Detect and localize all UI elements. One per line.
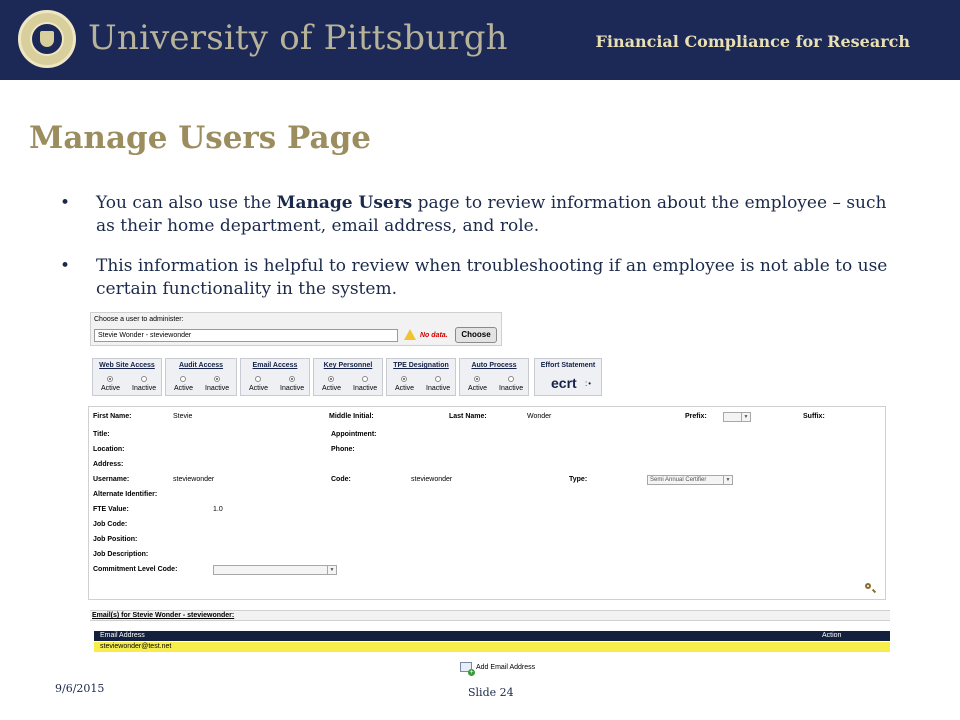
commitment-level-select[interactable] — [213, 565, 337, 575]
username-label: Username: — [93, 476, 130, 483]
last-name-value: Wonder — [527, 413, 552, 420]
first-name-value: Stevie — [173, 413, 193, 420]
phone-label: Phone: — [331, 446, 355, 453]
access-box-auto-process — [459, 358, 529, 396]
column-email-address: Email Address — [100, 632, 145, 639]
access-box-audit — [165, 358, 237, 396]
radio-inactive[interactable] — [362, 376, 368, 382]
fte-label: FTE Value: — [93, 506, 129, 513]
bullet-dot-icon: • — [60, 256, 71, 276]
radio-label: Inactive — [132, 385, 157, 392]
effort-statement-box[interactable] — [534, 358, 602, 396]
access-box-title: Audit Access — [178, 362, 224, 369]
choose-button[interactable]: Choose — [455, 327, 497, 343]
chooser-label: Choose a user to administer: — [94, 316, 184, 323]
warning-icon — [404, 329, 416, 340]
radio-label: Active — [249, 385, 269, 392]
radio-label: Active — [322, 385, 342, 392]
email-table-header — [94, 631, 890, 641]
user-details-panel — [88, 406, 886, 600]
access-box-key-personnel — [313, 358, 383, 396]
middle-initial-label: Middle Initial: — [329, 413, 374, 420]
email-section — [90, 610, 890, 680]
radio-label: Active — [174, 385, 194, 392]
radio-label: Active — [468, 385, 488, 392]
access-box-title: Auto Process — [471, 362, 517, 369]
header-course-title: Financial Compliance for Research — [595, 32, 910, 51]
last-name-label: Last Name: — [449, 413, 487, 420]
job-position-label: Job Position: — [93, 536, 138, 543]
type-select-value: Semi Annual Certifier — [650, 477, 707, 483]
bullet-list — [60, 192, 900, 318]
type-label: Type: — [569, 476, 588, 483]
prefix-label: Prefix: — [685, 413, 707, 420]
add-email-link[interactable]: Add Email Address — [476, 664, 536, 671]
radio-inactive[interactable] — [141, 376, 147, 382]
title-label: Title: — [93, 431, 110, 438]
user-select-input[interactable]: Stevie Wonder - steviewonder — [94, 329, 398, 342]
radio-label: Inactive — [426, 385, 451, 392]
radio-label: Inactive — [499, 385, 524, 392]
fte-value: 1.0 — [213, 506, 223, 513]
radio-inactive[interactable] — [435, 376, 441, 382]
location-label: Location: — [93, 446, 125, 453]
ecrt-logo-dots: :• — [585, 379, 593, 388]
job-description-label: Job Description: — [93, 551, 149, 558]
effort-statement-title: Effort Statement — [540, 362, 596, 369]
radio-active[interactable] — [474, 376, 480, 382]
radio-label: Active — [395, 385, 415, 392]
access-box-title: TPE Designation — [393, 362, 449, 369]
access-box-title: Email Access — [252, 362, 298, 369]
radio-label: Inactive — [353, 385, 378, 392]
chevron-down-icon: ▼ — [741, 413, 750, 421]
footer-date: 9/6/2015 — [55, 682, 105, 695]
access-box-web-site — [92, 358, 162, 396]
code-label: Code: — [331, 476, 351, 483]
radio-active[interactable] — [255, 376, 261, 382]
access-box-title: Key Personnel — [323, 362, 373, 369]
university-name: University of Pittsburgh — [88, 18, 508, 58]
university-seal-icon — [18, 10, 76, 68]
magnifier-icon[interactable] — [865, 583, 871, 589]
suffix-label: Suffix: — [803, 413, 825, 420]
access-box-email — [240, 358, 310, 396]
code-value: steviewonder — [411, 476, 453, 483]
bullet-dot-icon: • — [60, 193, 71, 213]
radio-label: Inactive — [280, 385, 305, 392]
job-code-label: Job Code: — [93, 521, 128, 528]
radio-active[interactable] — [401, 376, 407, 382]
radio-label: Active — [101, 385, 121, 392]
bullet-item: • You can also use the Manage Users page to review information about the employee – such as their home department, email address, and role. — [60, 193, 887, 236]
radio-inactive[interactable] — [289, 376, 295, 382]
prefix-select[interactable] — [723, 412, 751, 422]
email-section-header: Email(s) for Stevie Wonder - steviewonder: — [90, 610, 890, 621]
radio-label: Inactive — [205, 385, 230, 392]
chevron-down-icon: ▼ — [723, 476, 732, 484]
ecrt-logo: ecrt — [551, 375, 577, 391]
add-email-icon[interactable] — [460, 662, 472, 672]
radio-active[interactable] — [328, 376, 334, 382]
radio-inactive[interactable] — [508, 376, 514, 382]
column-action: Action — [822, 632, 842, 639]
bullet-item: • This information is helpful to review when troubleshooting if an employee is not able to use certain functionality in the system. — [60, 256, 888, 299]
radio-active[interactable] — [107, 376, 113, 382]
address-label: Address: — [93, 461, 124, 468]
no-data-message: No data. — [420, 332, 448, 339]
user-chooser-panel — [90, 312, 502, 346]
type-select[interactable] — [647, 475, 733, 485]
chevron-down-icon: ▼ — [327, 566, 336, 574]
username-value: steviewonder — [173, 476, 215, 483]
radio-inactive[interactable] — [214, 376, 220, 382]
radio-active[interactable] — [180, 376, 186, 382]
access-box-title: Web Site Access — [99, 362, 155, 369]
access-box-tpe — [386, 358, 456, 396]
header-band — [0, 0, 960, 80]
table-row[interactable] — [94, 642, 890, 652]
appointment-label: Appointment: — [331, 431, 377, 438]
slide-title: Manage Users Page — [29, 120, 371, 156]
email-address-cell: steviewonder@test.net — [100, 643, 172, 650]
first-name-label: First Name: — [93, 413, 132, 420]
commitment-level-label: Commitment Level Code: — [93, 566, 178, 573]
slide-number: Slide 24 — [468, 686, 514, 699]
alternate-identifier-label: Alternate Identifier: — [93, 491, 158, 498]
